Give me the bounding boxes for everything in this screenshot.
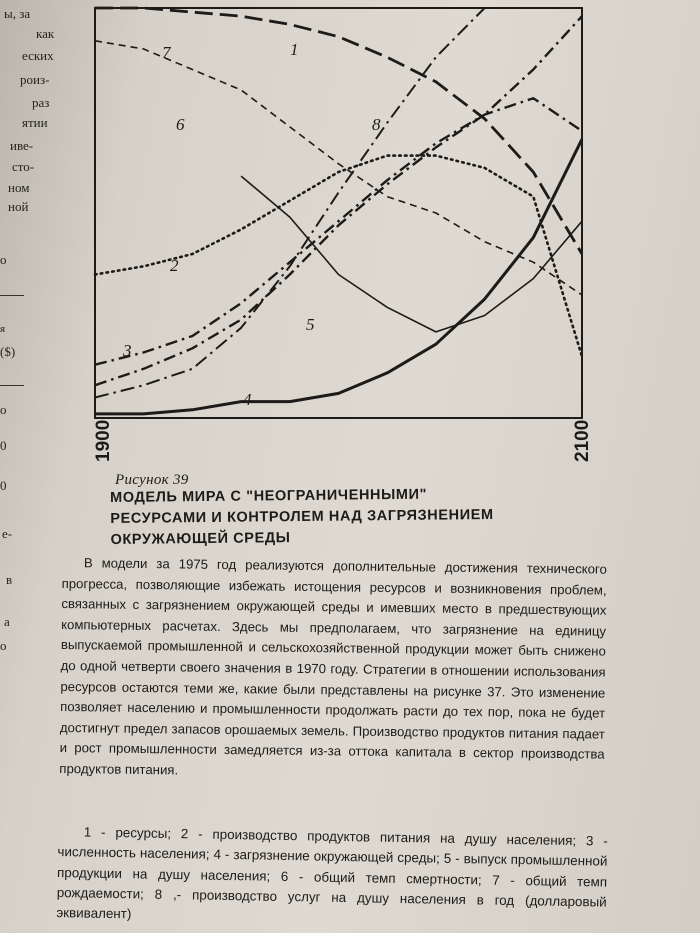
series-line-4: [95, 139, 582, 414]
figure-legend: [56, 822, 608, 933]
fragment-text: раз: [32, 95, 50, 110]
fragment-text: ной: [8, 199, 29, 214]
fragment-text: о: [0, 402, 7, 417]
series-label-5: 5: [306, 315, 315, 334]
fragment-text: о: [0, 252, 7, 267]
fragment-text: как: [36, 26, 55, 41]
series-label-8: 8: [372, 115, 381, 134]
series-line-2: [95, 156, 582, 357]
fragment-text: ном: [8, 180, 30, 195]
body-paragraph: [59, 553, 607, 786]
fragment-text: ятии: [22, 115, 48, 130]
series-label-7: 7: [162, 43, 171, 62]
series-label-1: 1: [290, 40, 299, 59]
series-line-7: [95, 41, 582, 295]
figure-title: [110, 483, 591, 551]
series-line-8: [95, 8, 582, 398]
series-label-3: 3: [123, 341, 132, 360]
fragment-text: а: [4, 614, 10, 629]
series-label-2: 2: [170, 256, 179, 275]
title-line: РЕСУРСАМИ И КОНТРОЛЕМ НАД ЗАГРЯЗНЕНИЕМ: [110, 506, 494, 527]
fragment-text: сто-: [12, 159, 35, 174]
legend-text: 1 - ресурсы; 2 - производство продуктов питания на душу населения; 3 - численность населения; 4 - загрязнение окружающей среды; 5 - выпуск промышленной продукции на душу населения; 6 - общий темп смертности; 7 - общий темп рождаемости; 8 ,- производство услуг на душу населения в год (долларовый эквивалент): [56, 824, 608, 922]
fragment-text: иве-: [10, 138, 34, 153]
fragment-text: 0: [0, 438, 7, 453]
series-line-5: [95, 16, 582, 385]
plot-frame: [95, 8, 582, 418]
fragment-text: в: [6, 572, 13, 587]
series-label-6: 6: [176, 115, 185, 134]
x-tick-label: 2100: [572, 419, 593, 462]
fragment-text: ($): [0, 344, 16, 359]
fragment-text: о: [0, 638, 7, 653]
title-line: ОКРУЖАЮЩЕЙ СРЕДЫ: [110, 530, 291, 548]
fragment-text: роиз-: [20, 72, 50, 87]
series-line-3: [95, 98, 582, 365]
fragment-text: еских: [22, 48, 54, 63]
figure-label: Рисунок 39: [115, 472, 189, 488]
title-line: МОДЕЛЬ МИРА С "НЕОГРАНИЧЕННЫМИ": [110, 486, 428, 506]
fragment-text: ы, за: [4, 6, 31, 21]
x-tick-label: 1900: [93, 419, 114, 462]
fragment-text: е-: [2, 526, 13, 541]
fragment-text: 0: [0, 478, 7, 493]
fragment-text: я: [0, 323, 6, 335]
series-label-4: 4: [243, 390, 252, 409]
paragraph-text: В модели за 1975 год реализуются дополнительные достижения технического прогресса, позволяющие избежать истощения ресурсов и возникновения проблем, связанных с загрязнением окружающей среды и имевших место в предшествующих компьютерных расчетах. Здесь мы предполагаем, что загрязнение на единицу выпускаемой промышленной и сельскохозяйственной продукции может быть снижено до одной четверти своего значения в 1970 году. Стратегии в отношении использования ресурсов остаются теми же, какие были представлены на рисунке 37. Это изменение позволяет населению и промышленности продолжать расти до тех пор, пока не будет достигнут предел запасов орошаемых земель. Производство продуктов питания падает и рост промышленности замедляется из-за оттока капитала в сектор производства продуктов питания.: [59, 555, 607, 778]
